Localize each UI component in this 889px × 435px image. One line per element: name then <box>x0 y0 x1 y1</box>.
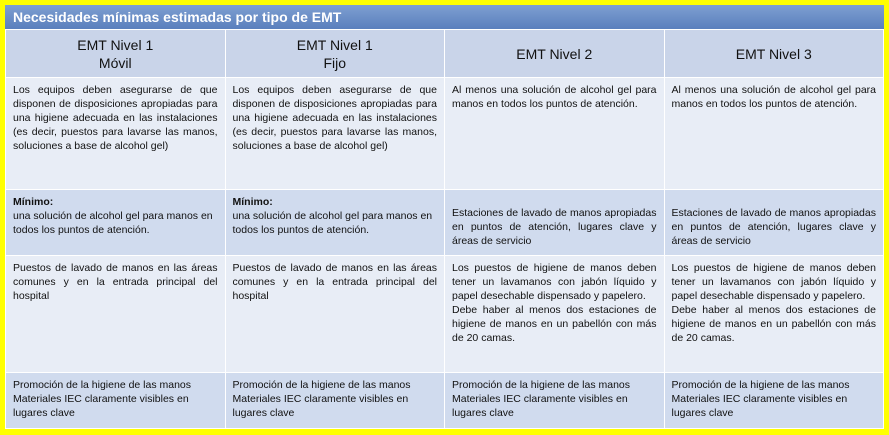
cell-text: Los puestos de higiene de manos deben tener un lavamanos con jabón líquido y papel desechable dispensado y papelero. <box>452 261 657 302</box>
cell-text: Promoción de la higiene de las manos <box>671 378 850 391</box>
cell-text: Promoción de la higiene de las manos <box>13 378 192 391</box>
table-row <box>6 78 884 190</box>
minimum-label: Mínimo: <box>13 196 54 208</box>
table-cell: Puestos de lavado de manos en las áreas comunes y en la entrada principal del hospital <box>6 255 226 372</box>
table-row <box>6 255 884 372</box>
header-line1: EMT Nivel 1 <box>77 36 154 53</box>
header-line1: EMT Nivel 3 <box>735 45 812 62</box>
table-cell <box>6 190 226 256</box>
table-cell: Al menos una solución de alcohol gel para manos en todos los puntos de atención. <box>445 78 665 190</box>
table-row <box>6 190 884 256</box>
cell-text: Materiales IEC claramente visibles en lugares clave <box>232 392 409 419</box>
header-cell-emt3 <box>664 30 884 78</box>
cell-text: Promoción de la higiene de las manos <box>452 378 631 391</box>
table-cell <box>445 190 665 256</box>
table-cell <box>664 372 884 428</box>
cell-text: una solución de alcohol gel para manos en todos los puntos de atención. <box>13 210 213 236</box>
table-cell <box>225 372 445 428</box>
table-cell <box>664 190 884 256</box>
cell-text: Promoción de la higiene de las manos <box>232 378 411 391</box>
table-container <box>5 5 884 429</box>
cell-text: Estaciones de lavado de manos apropiadas en puntos de atención, lugares clave y áreas de servicio <box>671 206 876 247</box>
cell-text: Debe haber al menos dos estaciones de higiene de manos en un pabellón con más de 20 camas. <box>452 303 657 344</box>
header-cell-emt1-fijo <box>225 30 445 78</box>
minimum-label: Mínimo: <box>232 196 273 208</box>
table-cell: Los equipos deben asegurarse de que disponen de disposiciones apropiadas para una higiene adecuada en las instalaciones (es decir, puestos para lavarse las manos, soluciones a base de alcohol gel) <box>225 78 445 190</box>
table-cell <box>445 372 665 428</box>
header-line1: EMT Nivel 2 <box>516 45 593 62</box>
table-cell <box>6 372 226 428</box>
table-cell <box>445 255 665 372</box>
table-cell <box>664 255 884 372</box>
table-title: Necesidades mínimas estimadas por tipo de EMT <box>5 5 884 29</box>
header-line2: Móvil <box>98 54 132 71</box>
cell-text: Los puestos de higiene de manos deben tener un lavamanos con jabón líquido y papel desechable dispensado y papelero. <box>671 261 876 302</box>
header-line1: EMT Nivel 1 <box>296 36 373 53</box>
table-cell: Puestos de lavado de manos en las áreas comunes y en la entrada principal del hospital <box>225 255 445 372</box>
cell-text: Materiales IEC claramente visibles en lugares clave <box>13 392 189 419</box>
table-row <box>6 372 884 428</box>
cell-text: Materiales IEC claramente visibles en lugares clave <box>671 392 848 419</box>
cell-text: Debe haber al menos dos estaciones de higiene de manos en un pabellón con más de 20 camas. <box>671 303 876 344</box>
requirements-table <box>5 29 884 429</box>
cell-text: Estaciones de lavado de manos apropiadas en puntos de atención, lugares clave y áreas de servicio <box>452 206 657 247</box>
cell-text: Materiales IEC claramente visibles en lugares clave <box>452 392 628 419</box>
cell-text: una solución de alcohol gel para manos en todos los puntos de atención. <box>232 210 433 236</box>
header-row <box>6 30 884 78</box>
table-cell: Los equipos deben asegurarse de que disponen de disposiciones apropiadas para una higiene adecuada en las instalaciones (es decir, puestos para lavarse las manos, soluciones a base de alcohol gel) <box>6 78 226 190</box>
header-cell-emt2 <box>445 30 665 78</box>
table-cell: Al menos una solución de alcohol gel para manos en todos los puntos de atención. <box>664 78 884 190</box>
table-cell <box>225 190 445 256</box>
header-cell-emt1-movil <box>6 30 226 78</box>
header-line2: Fijo <box>323 54 347 71</box>
